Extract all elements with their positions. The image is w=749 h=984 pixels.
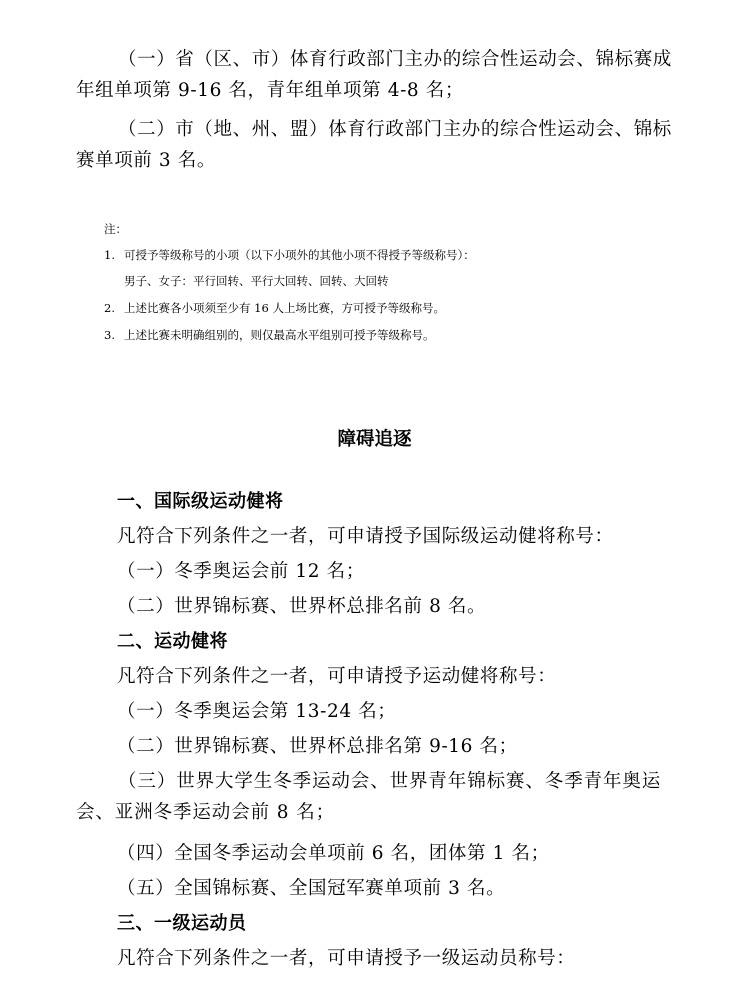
- note-item-1: [104, 247, 475, 263]
- note-number: 1.: [104, 248, 115, 262]
- note-item-1-detail: [124, 273, 389, 289]
- section-title: 障碍追逐: [337, 429, 412, 450]
- note-item-3: [104, 327, 435, 343]
- section-intro: 凡符合下列条件之一者，可申请授予运动健将称号：: [117, 666, 557, 687]
- top-item-1: （一）省（区、市）体育行政部门主办的综合性运动会、锦标赛成年组单项第 9-16 名，青年组单项第 4-8 名；: [76, 49, 672, 101]
- criteria-item: （一）冬季奥运会第 13-24 名；: [117, 701, 397, 722]
- note-text: 男子、女子：平行回转、平行大回转、回转、大回转: [124, 274, 389, 288]
- section-heading-master: 二、运动健将: [117, 631, 228, 652]
- section-heading-first-class: 三、一级运动员: [117, 913, 247, 934]
- note-number: 3.: [104, 328, 115, 342]
- note-number: 2.: [104, 301, 115, 315]
- criteria-item: （二）世界锦标赛、世界杯总排名第 9-16 名；: [117, 736, 518, 757]
- criteria-item: （一）冬季奥运会前 12 名；: [117, 561, 365, 582]
- criteria-item: （四）全国冬季运动会单项前 6 名，团体第 1 名；: [117, 843, 550, 864]
- section-heading-international-master: 一、国际级运动健将: [117, 491, 284, 512]
- note-item-2: [104, 300, 445, 316]
- criteria-item: （二）世界锦标赛、世界杯总排名前 8 名。: [117, 596, 487, 617]
- note-text: 可授予等级称号的小项（以下小项外的其他小项不得授予等级称号）：: [124, 248, 475, 262]
- note-text: 上述比赛未明确组别的，则仅最高水平组别可授予等级称号。: [124, 328, 435, 342]
- criteria-item: （三）世界大学生冬季运动会、世界青年锦标赛、冬季青年奥运会、亚洲冬季运动会前 8 名；: [76, 771, 662, 823]
- notes-label: 注：: [104, 222, 127, 236]
- top-item-2: （二）市（地、州、盟）体育行政部门主办的综合性运动会、锦标赛单项前 3 名。: [76, 119, 672, 171]
- criteria-item: （五）全国锦标赛、全国冠军赛单项前 3 名。: [117, 878, 506, 899]
- section-intro: 凡符合下列条件之一者，可申请授予一级运动员称号：: [117, 948, 576, 969]
- section-intro: 凡符合下列条件之一者，可申请授予国际级运动健将称号：: [117, 526, 614, 547]
- note-text: 上述比赛各小项须至少有 16 人上场比赛，方可授予等级称号。: [124, 301, 445, 315]
